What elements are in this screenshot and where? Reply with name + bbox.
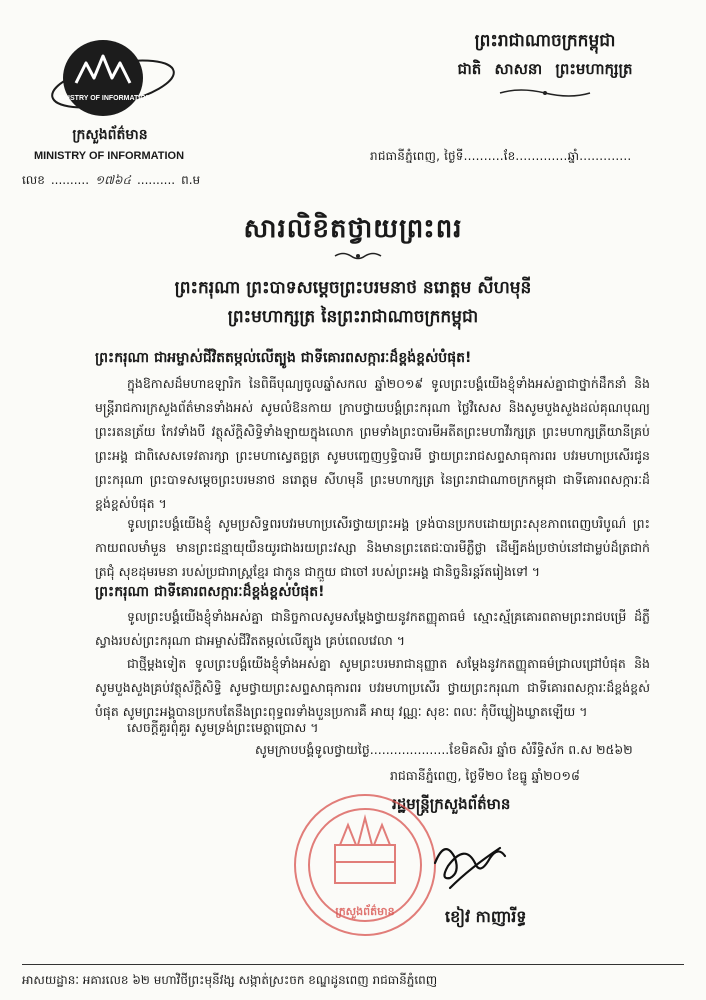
solar-date: រាជធានីភ្នំពេញ, ថ្ងៃទី២០ ខែធ្នូ ឆ្នាំ២០១៨ [390, 768, 580, 783]
salutation-2: ព្រះករុណា ជាទីគោរពសក្ការៈដ៏ខ្ពង់ខ្ពស់បំផុត! [95, 584, 325, 600]
minister-name: ខៀវ កាញារីទ្ធ [445, 907, 527, 926]
kingdom-name: ព្រះរាជាណាចក្រកម្ពុជា [474, 31, 616, 51]
ornament-divider [495, 86, 595, 100]
closing-line: សេចក្តីគួរពុំគួរ សូមទ្រង់ព្រះមេត្តាប្រោស ។ [127, 720, 319, 735]
document-title: សារលិខិតថ្វាយព្រះពរ [243, 214, 463, 244]
reference-label: លេខ [22, 173, 45, 187]
body-paragraph: ជាថ្មីម្តងទៀត ទូលព្រះបង្គំយើងខ្ញុំទាំងអស់គ្នា សូមព្រះបរមរាជានុញ្ញាត សម្តែងនូវកតញ្ញុតាធម៌ជ្រាលជ្រៅបំផុត និងសូមបួងសួងគ្រប់វត្ថុស័ក្តិសិទ្ធិ សូមថ្វាយព្រះសព្ទសាធុការពរ បវរមហាប្រសើរ ថ្វាយព្រះករុណា ជាទីគោរពសក្ការៈដ៏ខ្ពង់ខ្ពស់បំផុត សូមព្រះអង្គបានប្រកបតែនឹងព្រះពុទ្ធពរទាំងបួនប្រការគឺ អាយុ វណ្ណៈ សុខៈ ពលៈ កុំបីឃ្លៀងឃ្លាតឡើយ ។ [95, 656, 650, 719]
body-paragraph: ទូលព្រះបង្គំយើងខ្ញុំទាំងអស់គ្នា ជានិច្ចកាលសូមសម្តែងថ្វាយនូវកតញ្ញុតាធម៌ ស្មោះស្ម័គ្រគោរពតាមព្រះរាជបម្រើ ដ៏ភ្លឺស្វាងរបស់ព្រះករុណា ជាអម្ចាស់ជីវិតតម្កល់លើត្បូង គ្រប់ពេលវេលា ។ [95, 609, 650, 648]
addressee-line-2: ព្រះមហាក្សត្រ នៃព្រះរាជាណាចក្រកម្ពុជា [227, 307, 479, 327]
body-paragraph: ក្នុងឱកាសដ៏មហាឧឡារិក នៃពិធីបុណ្យចូលឆ្នាំសកល ឆ្នាំ២០១៩ ទូលព្រះបង្គំយើងខ្ញុំទាំងអស់គ្នាជាថ្នាក់ដឹកនាំ និងមន្ត្រីរាជការក្រសួងព័ត៌មានទាំងអស់ សូមលំឱនកាយ ក្រាបថ្វាយបង្គំព្រះករុណា ថ្លៃវិសេស និងសូមបួងសួងដល់គុណបុណ្យព្រះរតនត្រ័យ កែវទាំងបី វត្ថុស័ក្តិសិទ្ធិទាំងឡាយក្នុងលោក ព្រមទាំងព្រះបារមីអតីតព្រះមហាវីរក្សត្រ ព្រះមហាក្សត្រីយានីគ្រប់ព្រះអង្គ ជាពិសេសទេវតារក្សា ព្រះមហាស្វេតច្ឆត្រ សូមបញ្ចេញឫទ្ធិបារមី ថ្វាយព្រះរាជសព្ទសាធុការពរ បវរមហាប្រសើរជូន ព្រះករុណា ព្រះបាទសម្តេចព្រះបរមនាថ នរោត្តម សីហមុនី ព្រះមហាក្សត្រ នៃព្រះរាជាណាចក្រកម្ពុជា ជាទីគោរពសក្ការៈដ៏ខ្ពង់ខ្ពស់បំផុត ។ [95, 376, 650, 511]
reference-line: លេខ .......... ១៧៦៤ .......... ព.ម [22, 172, 200, 190]
ministry-name-english: MINISTRY OF INFORMATION [33, 150, 185, 162]
reference-suffix: ព.ម [181, 173, 201, 187]
reference-number: ១៧៦៤ [95, 173, 131, 187]
national-motto: ជាតិ សាសនា ព្រះមហាក្សត្រ [457, 60, 633, 78]
logo-text: MINISTRY OF INFORMATION [55, 95, 151, 102]
seal-text: ក្រសួងព័ត៌មាន [335, 905, 395, 918]
addressee-line-1: ព្រះករុណា ព្រះបាទសម្តេចព្រះបរមនាថ នរោត្តម សីហមុនី [174, 278, 532, 298]
salutation-1: ព្រះករុណា ជាអម្ចាស់ជីវិតតម្កល់លើត្បូង ជាទីគោរពសក្ការៈដ៏ខ្ពង់ខ្ពស់បំផុត! [95, 350, 472, 366]
footer-address: អាសយដ្ឋានៈ អគារលេខ ៦២ មហាវិថីព្រះមុនីវង្ស សង្កាត់ស្រះចក ខណ្ឌដូនពេញ រាជធានីភ្នំពេញ [22, 973, 438, 987]
dateline: រាជធានីភ្នំពេញ, ថ្ងៃទី..........ខែ.............ឆ្នាំ............. [370, 149, 632, 163]
ministry-logo [48, 28, 178, 128]
body-paragraph: ទូលព្រះបង្គំយើងខ្ញុំ សូមប្រសិទ្ធពរបវរមហាប្រសើរថ្វាយព្រះអង្គ ទ្រង់បានប្រកបដោយព្រះសុខភាពពេញបរិបូណ៌ ព្រះកាយពលមាំមួន មានព្រះជន្មាយុយឺនយូរជាងរយព្រះវស្សា និងមានព្រះតេជៈបារមីភ្លឺថ្លា ដើម្បីគង់ប្រថាប់នៅជាម្លប់ដ៏ត្រជាក់ត្រជុំ សុខដុមរមនា របស់ប្រជារាស្ត្រខ្មែរ ជាកូន ជាក្មួយ ជាចៅ របស់ព្រះអង្គ ជានិច្ចនិរន្តរ៍តរៀងទៅ ។ [95, 516, 650, 579]
title-ornament [333, 250, 383, 262]
minister-title: រដ្ឋមន្ត្រីក្រសួងព័ត៌មាន [392, 795, 511, 813]
lunar-date: សូមក្រាបបង្គំទូលថ្វាយថ្ងៃ....................ខែមិគសិរ ឆ្នាំច សំរឹទ្ធិស័ក ព.ស ២៥៦២ [255, 742, 633, 757]
footer-divider [22, 964, 684, 965]
handwritten-signature [420, 818, 520, 898]
ministry-name-khmer: ក្រសួងព័ត៌មាន [72, 127, 148, 143]
official-seal-stamp [290, 790, 440, 940]
